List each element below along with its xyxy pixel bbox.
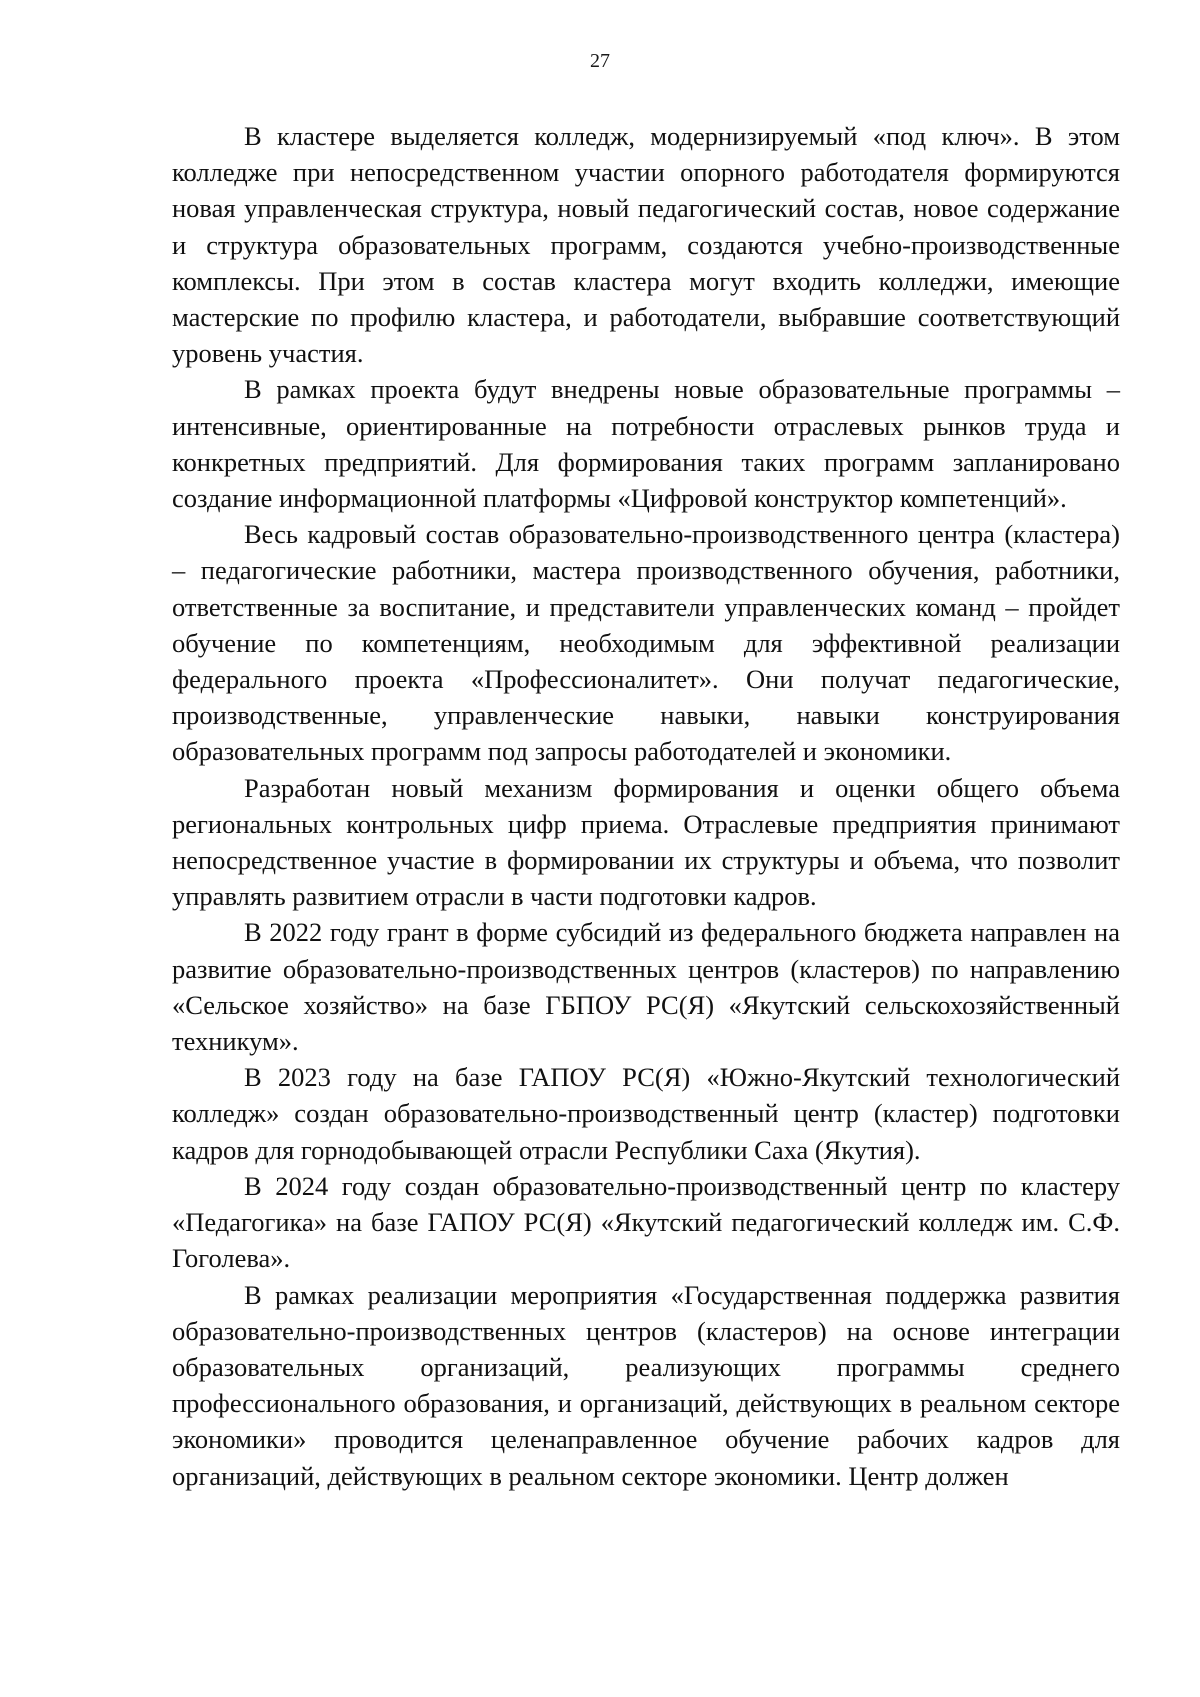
document-body [172,118,1120,1494]
paragraph-cluster-college: В кластере выделяется колледж, модернизируемый «под ключ». В этом колледже при непосредственном участии опорного работодателя формируются новая управленческая структура, новый педагогический состав, новое содержание и структура образовательных программ, создаются учебно-производственные комплексы. При этом в состав кластера могут входить колледжи, имеющие мастерские по профилю кластера, и работодатели, выбравшие соответствующий уровень участия. [172,121,1120,369]
paragraph-2023-center: В 2023 году на базе ГАПОУ РС(Я) «Южно-Якутский технологический колледж» создан образовательно-производственный центр (кластер) подготовки кадров для горнодобывающей отрасли Республики Саха (Якутия). [172,1062,1120,1165]
page-number: 27 [590,50,610,72]
paragraph-2022-grant: В 2022 году грант в форме субсидий из федерального бюджета направлен на развитие образовательно-производственных центров (кластеров) по направлению «Сельское хозяйство» на базе ГБПОУ РС(Я) «Якутский сельскохозяйственный техникум». [172,917,1120,1057]
paragraph-new-programs: В рамках проекта будут внедрены новые образовательные программы – интенсивные, ориентированные на потребности отраслевых рынков труда и конкретных предприятий. Для формирования таких программ запланировано создание информационной платформы «Цифровой конструктор компетенций». [172,374,1120,514]
paragraph-state-support: В рамках реализации мероприятия «Государственная поддержка развития образовательно-производственных центров (кластеров) на основе интеграции образовательных организаций, реализующих программы среднего профессионального образования, и организаций, действующих в реальном секторе экономики» проводится целенаправленное обучение рабочих кадров для организаций, действующих в реальном секторе экономики. Центр должен [172,1279,1120,1491]
paragraph-2024-center: В 2024 году создан образовательно-производственный центр по кластеру «Педагогика» на базе ГАПОУ РС(Я) «Якутский педагогический колледж им. С.Ф. Гоголева». [172,1170,1120,1274]
paragraph-staff-training: Весь кадровый состав образовательно-производственного центра (кластера) – педагогические работники, мастера производственного обучения, работники, ответственные за воспитание, и представители управленческих команд – пройдет обучение по компетенциям, необходимым для эффективной реализации федерального проекта «Профессионалитет». Они получат педагогические, производственные, управленческие навыки, навыки конструирования образовательных программ под запросы работодателей и экономики. [172,519,1120,767]
paragraph-admission-figures: Разработан новый механизм формирования и оценки общего объема региональных контрольных цифр приема. Отраслевые предприятия принимают непосредственное участие в формировании их структуры и объема, что позволит управлять развитием отрасли в части подготовки кадров. [172,772,1120,912]
